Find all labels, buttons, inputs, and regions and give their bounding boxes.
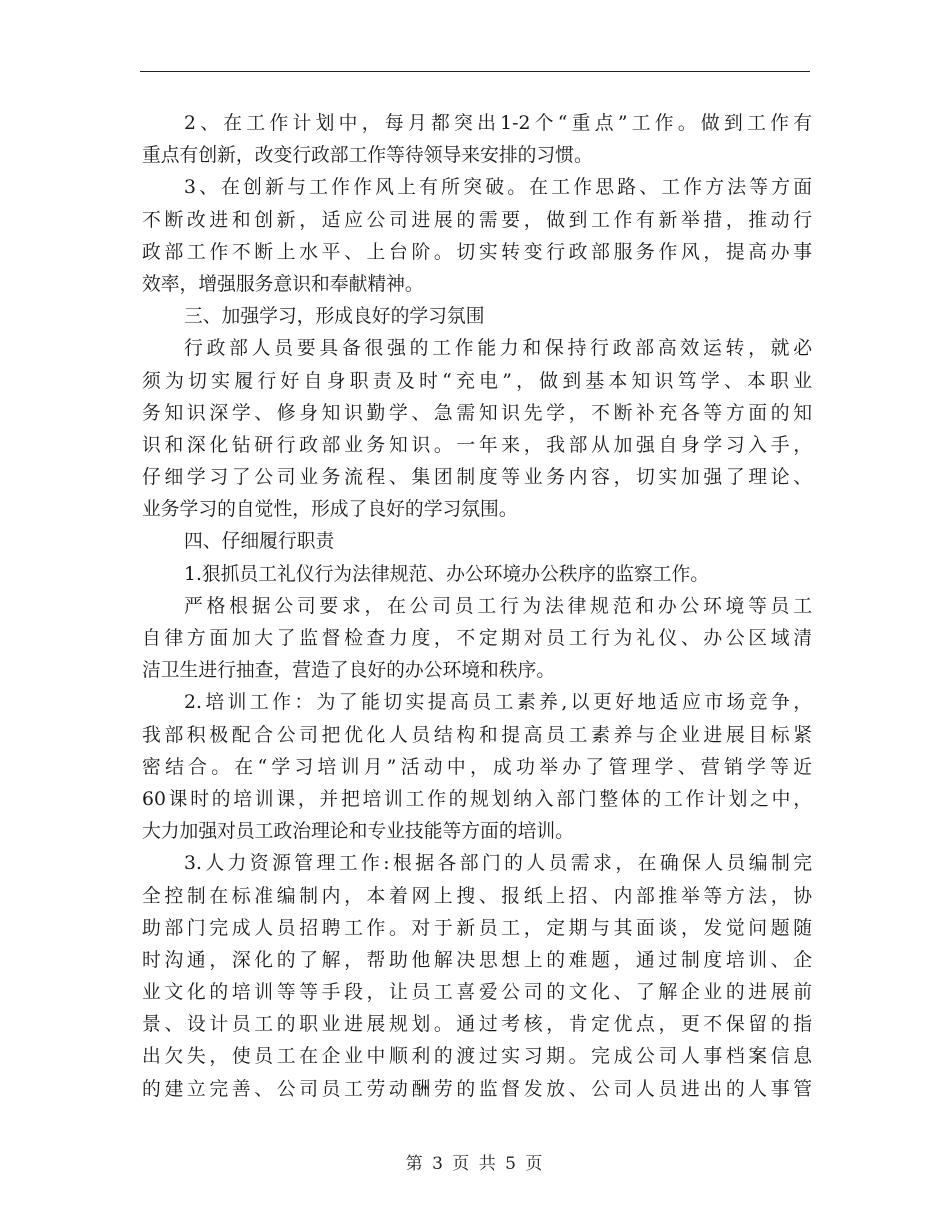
text-line: 我部积极配合公司把优化人员结构和提高员工素养与企业进展目标紧 [142, 724, 812, 746]
text-line: 出欠失，使员工在企业中顺利的渡过实习期。完成公司人事档案信息 [142, 1046, 812, 1068]
text-line: 业务学习的自觉性，形成了良好的学习氛围。 [142, 499, 518, 521]
document-body [142, 108, 812, 1106]
text-line: 严格根据公司要求，在公司员工行为法律规范和办公环境等员工 [184, 595, 812, 617]
text-line: 3.人力资源管理工作:根据各部门的人员需求，在确保人员编制完 [184, 853, 812, 875]
text-line: 2.培训工作：为了能切实提高员工素养,以更好地适应市场竞争， [184, 692, 812, 714]
text-line: 密结合。在“学习培训月”活动中，成功举办了管理学、营销学等近 [142, 756, 812, 778]
page-number: 第 3 页 共 5 页 [405, 1154, 545, 1174]
text-line: 三、加强学习，形成良好的学习氛围 [184, 306, 485, 328]
text-line: 洁卫生进行抽查，营造了良好的办公环境和秩序。 [142, 660, 556, 682]
text-line: 识和深化钻研行政部业务知识。一年来，我部从加强自身学习入手， [142, 434, 812, 456]
text-line: 60课时的培训课，并把培训工作的规划纳入部门整体的工作计划之中， [142, 788, 812, 810]
text-line: 景、设计员工的职业进展规划。通过考核，肯定优点，更不保留的指 [142, 1014, 812, 1036]
text-line: 2、在工作计划中，每月都突出1-2个“重点”工作。做到工作有 [184, 113, 812, 134]
text-line: 大力加强对员工政治理论和专业技能等方面的培训。 [142, 821, 574, 843]
text-line: 1.狠抓员工礼仪行为法律规范、办公环境办公秩序的监察工作。 [184, 563, 710, 585]
text-line: 时沟通，深化的了解，帮助他解决思想上的难题，通过制度培训、企 [142, 949, 812, 971]
text-line: 政部工作不断上水平、上台阶。切实转变行政部服务作风，提高办事 [142, 241, 812, 263]
text-line: 3、在创新与工作作风上有所突破。在工作思路、工作方法等方面 [184, 177, 812, 199]
text-line: 务知识深学、修身知识勤学、急需知识先学，不断补充各等方面的知 [142, 402, 812, 424]
text-line: 效率，增强服务意识和奉献精神。 [142, 273, 424, 295]
text-line: 须为切实履行好自身职责及时“充电”，做到基本知识笃学、本职业 [142, 370, 812, 392]
text-line: 业文化的培训等等手段，让员工喜爱公司的文化、了解企业的进展前 [142, 982, 812, 1004]
text-line: 行政部人员要具备很强的工作能力和保持行政部高效运转，就必 [184, 338, 812, 360]
text-line: 不断改进和创新，适应公司进展的需要，做到工作有新举措，推动行 [142, 209, 812, 231]
text-line: 全控制在标准编制内，本着网上搜、报纸上招、内部推举等方法，协 [142, 885, 812, 907]
text-line: 的建立完善、公司员工劳动酬劳的监督发放、公司人员进出的人事管 [142, 1078, 812, 1100]
text-line: 重点有创新，改变行政部工作等待领导来安排的习惯。 [142, 145, 593, 167]
text-line: 仔细学习了公司业务流程、集团制度等业务内容，切实加强了理论、 [142, 467, 812, 489]
text-line: 自律方面加大了监督检查力度，不定期对员工行为礼仪、办公区域清 [142, 628, 812, 649]
header-rule [140, 71, 810, 72]
text-line: 四、仔细履行职责 [184, 531, 335, 553]
text-line: 助部门完成人员招聘工作。对于新员工，定期与其面谈，发觉问题随 [142, 917, 812, 939]
